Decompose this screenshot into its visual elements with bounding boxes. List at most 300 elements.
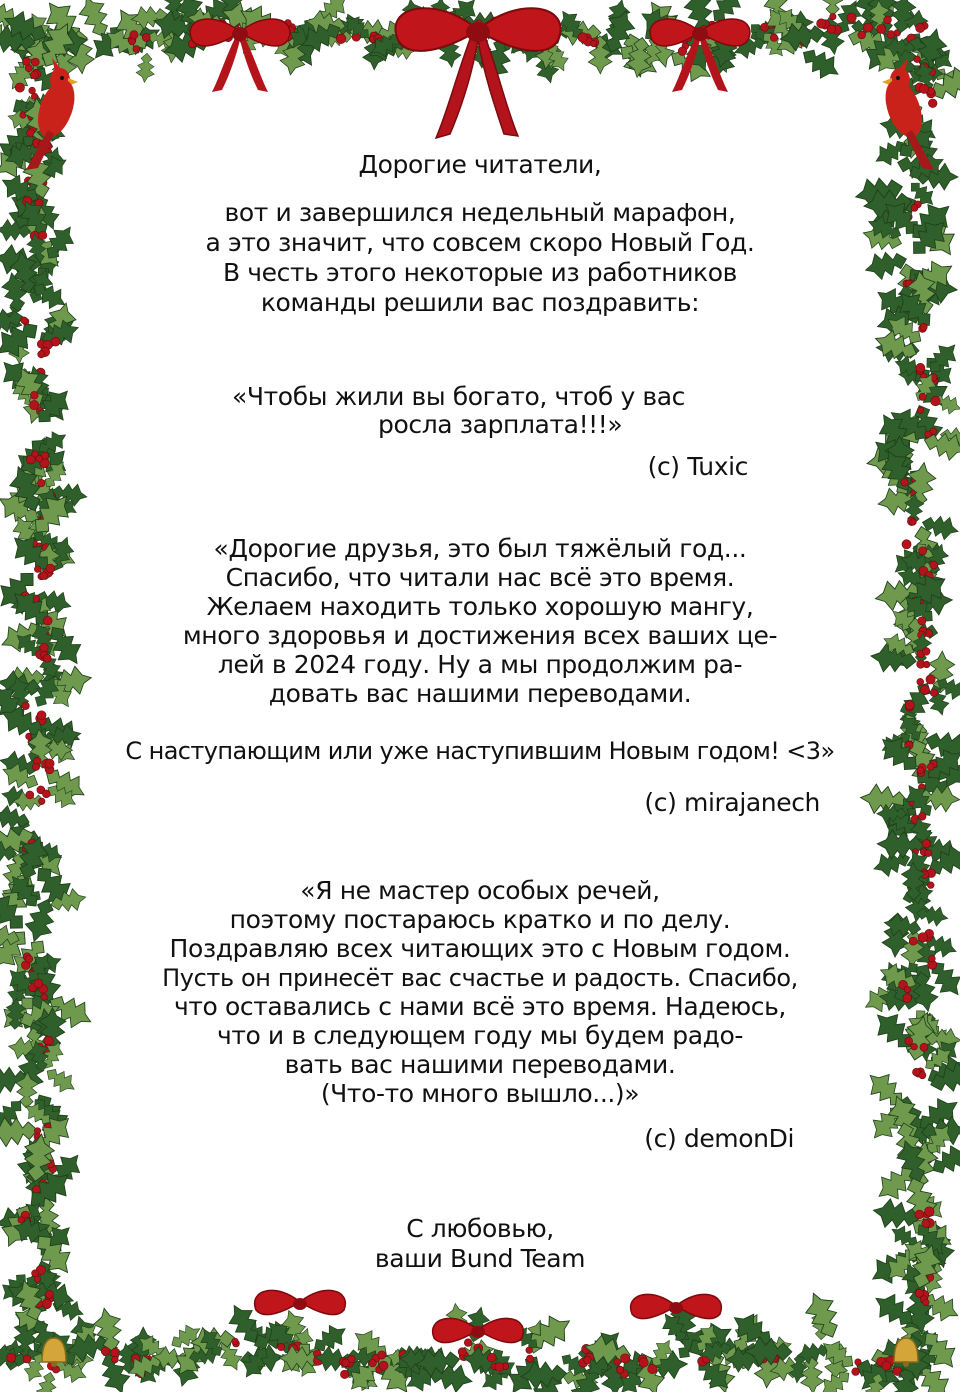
holly-berry-icon <box>48 493 55 500</box>
holly-berry-icon <box>142 33 150 41</box>
holly-leaf-icon <box>877 829 925 860</box>
holly-leaf-icon <box>522 8 549 50</box>
holly-berry-icon <box>864 23 873 32</box>
holly-leaf-icon <box>695 25 739 77</box>
holly-berry-icon <box>926 67 936 77</box>
holly-leaf-icon <box>830 0 866 38</box>
holly-leaf-icon <box>665 42 718 88</box>
holly-leaf-icon <box>10 1305 49 1339</box>
holly-leaf-icon <box>12 43 51 85</box>
intro-line: а это значит, что совсем скоро Новый Год. <box>205 228 755 257</box>
holly-leaf-icon <box>586 1355 623 1382</box>
holly-leaf-icon <box>237 1317 274 1350</box>
holly-leaf-icon <box>522 1308 577 1358</box>
holly-leaf-icon <box>43 1326 83 1371</box>
holly-leaf-icon <box>702 28 743 81</box>
holly-berry-icon <box>817 19 826 28</box>
holly-leaf-icon <box>488 15 531 47</box>
holly-leaf-icon <box>130 1327 156 1369</box>
quote-1-line: «Чтобы жили вы богато, чтоб у вас <box>232 382 686 411</box>
holly-berry-icon <box>918 813 926 821</box>
holly-leaf-icon <box>384 1347 417 1372</box>
holly-leaf-icon <box>871 1159 922 1207</box>
holly-berry-icon <box>313 1350 321 1358</box>
holly-leaf-icon <box>39 21 74 49</box>
holly-leaf-icon <box>921 427 960 464</box>
holly-leaf-icon <box>4 461 48 516</box>
holly-berry-icon <box>22 380 30 388</box>
holly-berry-icon <box>336 34 346 44</box>
closing-line: С любовью, <box>406 1214 554 1243</box>
holly-leaf-icon <box>24 1157 53 1201</box>
holly-berry-icon <box>30 124 39 133</box>
quote-2-line: Спасибо, что читали нас всё это время. <box>225 563 735 592</box>
holly-berry-icon <box>26 791 34 799</box>
holly-leaf-icon <box>541 36 562 70</box>
holly-leaf-icon <box>278 1307 312 1349</box>
holly-leaf-icon <box>218 0 271 40</box>
holly-berry-icon <box>579 1358 588 1367</box>
holly-leaf-icon <box>349 19 390 45</box>
holly-berry-icon <box>204 36 211 43</box>
holly-leaf-icon <box>462 1305 492 1345</box>
holly-leaf-icon <box>57 1345 95 1371</box>
holly-berry-icon <box>44 1130 53 1139</box>
holly-berry-icon <box>925 1273 934 1282</box>
holly-leaf-icon <box>872 408 918 459</box>
holly-berry-icon <box>908 127 915 134</box>
holly-leaf-icon <box>880 96 927 136</box>
holly-leaf-icon <box>893 104 942 149</box>
quote-2-author: (c) mirajanech <box>644 788 820 817</box>
holly-leaf-icon <box>1 813 36 855</box>
holly-leaf-icon <box>31 484 63 524</box>
holly-berry-icon <box>313 1356 323 1366</box>
holly-berry-icon <box>682 43 689 50</box>
holly-leaf-icon <box>0 784 36 811</box>
holly-berry-icon <box>47 1362 56 1371</box>
red-ribbon-bow-icon <box>255 1290 346 1314</box>
holly-leaf-icon <box>25 59 76 106</box>
holly-leaf-icon <box>910 370 940 405</box>
holly-leaf-icon <box>150 7 202 46</box>
holly-berry-icon <box>45 765 54 774</box>
holly-berry-icon <box>916 363 925 372</box>
holly-leaf-icon <box>788 1353 809 1384</box>
holly-leaf-icon <box>745 18 778 51</box>
holly-leaf-icon <box>94 1333 124 1367</box>
holly-berry-icon <box>38 798 45 805</box>
holly-leaf-icon <box>189 1324 236 1357</box>
holly-leaf-icon <box>13 791 45 811</box>
holly-berry-icon <box>913 1155 921 1163</box>
holly-leaf-icon <box>142 1350 176 1380</box>
holly-leaf-icon <box>682 1316 738 1364</box>
holly-berry-icon <box>919 1290 929 1300</box>
holly-berry-icon <box>911 489 920 498</box>
holly-berry-icon <box>893 1367 902 1376</box>
holly-berry-icon <box>27 129 35 137</box>
holly-leaf-icon <box>39 457 71 492</box>
holly-leaf-icon <box>875 454 917 501</box>
holly-berry-icon <box>526 1355 533 1362</box>
holly-leaf-icon <box>757 0 793 24</box>
holly-leaf-icon <box>13 1133 57 1188</box>
holly-leaf-icon <box>23 92 56 117</box>
holly-leaf-icon <box>368 1347 418 1392</box>
holly-berry-icon <box>286 27 294 35</box>
holly-leaf-icon <box>400 1348 435 1371</box>
holly-leaf-icon <box>311 0 352 29</box>
holly-berry-icon <box>491 17 500 26</box>
holly-leaf-icon <box>870 846 913 880</box>
holly-leaf-icon <box>898 364 933 388</box>
quote-3-line: Пусть он принесёт вас счастье и радость. Спасибо, <box>162 964 798 992</box>
holly-leaf-icon <box>899 412 925 445</box>
holly-leaf-icon <box>614 1361 653 1392</box>
holly-leaf-icon <box>0 487 45 532</box>
holly-leaf-icon <box>167 1320 205 1354</box>
holly-leaf-icon <box>642 1350 688 1380</box>
holly-berry-icon <box>34 1276 41 1283</box>
holly-leaf-icon <box>867 0 899 36</box>
holly-leaf-icon <box>613 37 664 83</box>
greeting: Дорогие читатели, <box>358 150 602 179</box>
holly-berry-icon <box>53 39 60 46</box>
holly-leaf-icon <box>13 368 34 399</box>
holly-berry-icon <box>40 347 50 357</box>
holly-berry-icon <box>201 31 209 39</box>
holly-leaf-icon <box>892 1136 932 1186</box>
holly-leaf-icon <box>1 358 37 393</box>
holly-leaf-icon <box>94 1349 134 1392</box>
holly-berry-icon <box>20 112 26 118</box>
holly-leaf-icon <box>371 32 408 60</box>
holly-leaf-icon <box>657 1308 693 1347</box>
holly-leaf-icon <box>907 814 937 852</box>
holly-berry-icon <box>340 1370 348 1378</box>
holly-berry-icon <box>34 1128 40 1134</box>
holly-leaf-icon <box>879 790 923 835</box>
holly-berry-icon <box>920 84 929 93</box>
holly-leaf-icon <box>392 1346 416 1380</box>
holly-berry-icon <box>827 25 835 33</box>
golden-bell-icon <box>42 1338 66 1367</box>
holly-leaf-icon <box>308 1319 351 1358</box>
quote-2-line: «Дорогие друзья, это был тяжёлый год... <box>213 534 747 563</box>
holly-leaf-icon <box>877 804 907 823</box>
holly-berry-icon <box>131 1354 140 1363</box>
holly-leaf-icon <box>43 1147 87 1193</box>
holly-berry-icon <box>923 1299 929 1305</box>
holly-berry-icon <box>224 33 232 41</box>
holly-leaf-icon <box>851 15 888 40</box>
holly-leaf-icon <box>18 1144 62 1199</box>
holly-leaf-icon <box>27 1134 53 1169</box>
holly-leaf-icon <box>898 1334 931 1382</box>
holly-leaf-icon <box>885 436 915 483</box>
holly-berry-icon <box>760 1356 767 1363</box>
holly-berry-icon <box>919 66 928 75</box>
holly-leaf-icon <box>922 337 960 379</box>
holly-leaf-icon <box>14 448 59 493</box>
holly-berry-icon <box>31 58 39 66</box>
holly-leaf-icon <box>533 19 574 49</box>
holly-leaf-icon <box>906 27 941 60</box>
holly-berry-icon <box>258 30 267 39</box>
holly-berry-icon <box>582 1344 591 1353</box>
holly-leaf-icon <box>0 13 16 52</box>
holly-leaf-icon <box>905 37 943 78</box>
holly-leaf-icon <box>0 0 29 36</box>
holly-berry-icon <box>901 479 908 486</box>
holly-leaf-icon <box>731 32 768 62</box>
holly-leaf-icon <box>4 93 51 146</box>
holly-berry-icon <box>142 1355 149 1362</box>
holly-berry-icon <box>43 340 52 349</box>
holly-leaf-icon <box>775 10 815 36</box>
holly-berry-icon <box>101 1347 109 1355</box>
holly-berry-icon <box>27 112 34 119</box>
holly-leaf-icon <box>20 1132 56 1183</box>
golden-bell-icon <box>894 1338 918 1367</box>
holly-berry-icon <box>800 37 809 46</box>
holly-leaf-icon <box>909 761 960 809</box>
holly-leaf-icon <box>373 13 419 50</box>
holly-berry-icon <box>38 1192 46 1200</box>
holly-leaf-icon <box>864 440 916 478</box>
holly-berry-icon <box>37 518 45 526</box>
holly-berry-icon <box>919 393 926 400</box>
holly-berry-icon <box>698 30 707 39</box>
holly-berry-icon <box>288 24 295 31</box>
holly-leaf-icon <box>916 1325 960 1375</box>
holly-leaf-icon <box>19 462 66 516</box>
holly-leaf-icon <box>629 1349 669 1392</box>
holly-leaf-icon <box>747 17 781 46</box>
holly-leaf-icon <box>109 2 157 56</box>
holly-leaf-icon <box>845 23 892 60</box>
holly-leaf-icon <box>38 0 90 50</box>
holly-leaf-icon <box>939 424 960 450</box>
holly-leaf-icon <box>7 375 40 410</box>
holly-berry-icon <box>922 840 930 848</box>
holly-leaf-icon <box>10 23 35 61</box>
holly-leaf-icon <box>876 794 925 847</box>
holly-berry-icon <box>112 1356 119 1363</box>
holly-berry-icon <box>639 1358 648 1367</box>
holly-berry-icon <box>47 1296 54 1303</box>
holly-leaf-icon <box>771 19 817 60</box>
holly-leaf-icon <box>0 820 38 862</box>
holly-berry-icon <box>42 790 50 798</box>
holly-berry-icon <box>38 140 46 148</box>
holly-berry-icon <box>458 1348 466 1356</box>
holly-leaf-icon <box>214 1336 246 1374</box>
holly-leaf-icon <box>74 0 116 42</box>
holly-berry-icon <box>614 1359 621 1366</box>
holly-berry-icon <box>909 798 917 806</box>
holly-leaf-icon <box>873 418 928 466</box>
holly-leaf-icon <box>321 27 353 48</box>
holly-leaf-icon <box>40 26 90 61</box>
holly-leaf-icon <box>898 1103 937 1152</box>
holly-leaf-icon <box>49 40 78 82</box>
holly-leaf-icon <box>101 23 146 63</box>
holly-leaf-icon <box>221 0 245 24</box>
holly-berry-icon <box>858 31 866 39</box>
holly-leaf-icon <box>486 1344 520 1382</box>
holly-leaf-icon <box>580 24 628 65</box>
holly-berry-icon <box>702 1354 711 1363</box>
holly-berry-icon <box>907 34 916 43</box>
holly-berry-icon <box>284 32 293 41</box>
holly-berry-icon <box>683 33 692 42</box>
holly-berry-icon <box>830 13 836 19</box>
holly-leaf-icon <box>409 4 442 30</box>
holly-leaf-icon <box>860 783 909 816</box>
holly-leaf-icon <box>237 1342 274 1383</box>
holly-leaf-icon <box>887 1363 924 1392</box>
holly-leaf-icon <box>15 94 48 115</box>
red-ribbon-bow-icon <box>433 1318 524 1342</box>
holly-berry-icon <box>36 408 43 415</box>
holly-leaf-icon <box>495 27 535 60</box>
holly-leaf-icon <box>863 1371 888 1392</box>
holly-berry-icon <box>884 16 892 24</box>
holly-leaf-icon <box>920 1119 957 1159</box>
holly-leaf-icon <box>187 1342 222 1368</box>
holly-leaf-icon <box>645 1335 677 1371</box>
holly-leaf-icon <box>758 1334 794 1362</box>
holly-leaf-icon <box>278 33 309 77</box>
holly-berry-icon <box>42 1299 51 1308</box>
holly-leaf-icon <box>1 1275 54 1322</box>
holly-berry-icon <box>703 1353 712 1362</box>
holly-leaf-icon <box>701 1349 738 1392</box>
quote-2-line: Желаем находить только хорошую мангу, <box>206 592 754 621</box>
holly-leaf-icon <box>742 1337 784 1368</box>
holly-berry-icon <box>708 21 716 29</box>
holly-leaf-icon <box>768 1353 809 1383</box>
holly-leaf-icon <box>21 364 53 408</box>
holly-berry-icon <box>284 20 291 27</box>
holly-leaf-icon <box>112 17 165 62</box>
holly-leaf-icon <box>239 1343 284 1373</box>
holly-leaf-icon <box>799 1356 825 1392</box>
holly-leaf-icon <box>884 401 936 448</box>
holly-berry-icon <box>584 37 593 46</box>
holly-berry-icon <box>767 22 774 29</box>
holly-berry-icon <box>374 34 383 43</box>
holly-berry-icon <box>40 458 50 468</box>
red-ribbon-bow-icon <box>395 8 560 138</box>
intro-line: вот и завершился недельный марафон, <box>224 198 736 227</box>
holly-leaf-icon <box>0 353 44 403</box>
holly-berry-icon <box>493 29 500 36</box>
holly-berry-icon <box>288 28 295 35</box>
holly-berry-icon <box>771 1353 778 1360</box>
holly-leaf-icon <box>233 0 289 48</box>
holly-berry-icon <box>912 476 920 484</box>
holly-leaf-icon <box>125 1336 146 1369</box>
holly-berry-icon <box>882 1361 891 1370</box>
holly-berry-icon <box>339 1358 347 1366</box>
holly-berry-icon <box>459 1351 469 1361</box>
holly-berry-icon <box>26 455 35 464</box>
holly-leaf-icon <box>821 0 844 16</box>
holly-leaf-icon <box>14 444 55 480</box>
holly-leaf-icon <box>534 29 564 71</box>
holly-berry-icon <box>920 848 927 855</box>
holly-leaf-icon <box>811 1308 831 1340</box>
quote-2-line: С наступающим или уже наступившим Новым годом! <3» <box>125 737 835 765</box>
holly-berry-icon <box>700 25 708 33</box>
holly-berry-icon <box>833 25 842 34</box>
holly-leaf-icon <box>638 5 684 48</box>
holly-leaf-icon <box>598 6 640 57</box>
holly-berry-icon <box>583 34 591 42</box>
holly-leaf-icon <box>640 0 689 48</box>
holly-berry-icon <box>370 32 377 39</box>
holly-leaf-icon <box>708 1335 754 1366</box>
holly-berry-icon <box>930 428 937 435</box>
holly-berry-icon <box>698 1357 708 1367</box>
holly-leaf-icon <box>868 1335 919 1374</box>
holly-berry-icon <box>915 1289 923 1297</box>
holly-berry-icon <box>133 46 140 53</box>
holly-leaf-icon <box>542 40 572 75</box>
holly-berry-icon <box>927 88 935 96</box>
holly-berry-icon <box>288 1344 297 1353</box>
holly-leaf-icon <box>582 1324 628 1370</box>
holly-leaf-icon <box>33 17 81 73</box>
holly-leaf-icon <box>50 480 89 507</box>
holly-leaf-icon <box>38 316 82 352</box>
holly-berry-icon <box>293 1342 302 1351</box>
holly-leaf-icon <box>867 431 919 480</box>
holly-leaf-icon <box>0 6 51 50</box>
holly-berry-icon <box>731 29 740 38</box>
holly-leaf-icon <box>280 1338 311 1359</box>
holly-leaf-icon <box>517 26 551 67</box>
holly-leaf-icon <box>889 464 928 506</box>
holly-leaf-icon <box>817 1334 860 1374</box>
holly-leaf-icon <box>21 1135 52 1170</box>
holly-leaf-icon <box>5 107 40 135</box>
holly-leaf-icon <box>849 0 886 26</box>
holly-leaf-icon <box>476 33 518 86</box>
holly-berry-icon <box>917 767 924 774</box>
holly-leaf-icon <box>348 1324 393 1366</box>
holly-berry-icon <box>877 1357 886 1366</box>
holly-leaf-icon <box>260 1314 308 1362</box>
quote-1-author: (c) Tuxic <box>647 452 748 481</box>
holly-berry-icon <box>578 33 588 43</box>
holly-leaf-icon <box>671 1323 710 1365</box>
holly-leaf-icon <box>717 1342 756 1375</box>
holly-leaf-icon <box>433 8 469 33</box>
holly-leaf-icon <box>852 1352 905 1392</box>
holly-leaf-icon <box>32 23 84 66</box>
holly-leaf-icon <box>284 13 323 55</box>
holly-berry-icon <box>847 13 856 22</box>
holly-leaf-icon <box>22 96 55 144</box>
holly-leaf-icon <box>726 1306 778 1354</box>
holly-leaf-icon <box>639 34 666 69</box>
holly-berry-icon <box>852 1368 860 1376</box>
holly-leaf-icon <box>921 1116 960 1147</box>
